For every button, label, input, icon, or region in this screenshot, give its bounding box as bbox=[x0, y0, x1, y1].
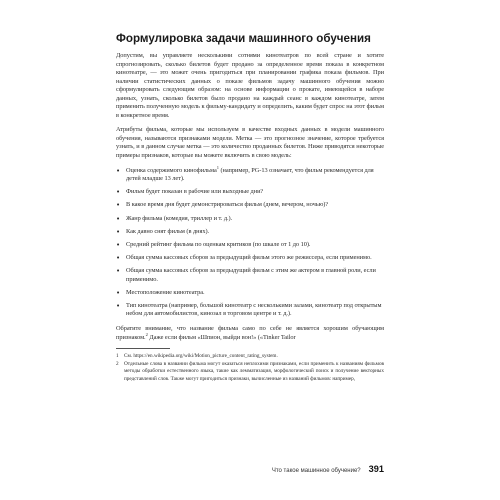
list-item bbox=[116, 289, 384, 298]
section-heading: Формулировка задачи машинного обучения bbox=[116, 32, 371, 45]
list-item bbox=[116, 228, 384, 237]
list-item-text: Жанр фильма (комедия, триллер и т. д.). bbox=[126, 214, 233, 222]
bullet-icon: • bbox=[116, 288, 121, 297]
bullet-icon: • bbox=[116, 227, 121, 236]
list-item-text: Как давно снят фильм (в днях). bbox=[126, 227, 210, 235]
footnote-text: См. https://en.wikipedia.org/wiki/Motion_picture_content_rating_system. bbox=[124, 353, 278, 360]
bullet-icon: • bbox=[116, 166, 121, 175]
bullet-icon: • bbox=[116, 214, 121, 223]
footnote-text: Отдельные слова в названии фильма могут оказаться неплохими признаками, если применить к названиям фильмов методы обработки естественного языка, такие как лемматизация, морфологический поиск и получение векторных представлений слов. Также могут пригодиться признаки, вычисленные из названий фильмов: например, bbox=[124, 360, 384, 382]
list-item bbox=[116, 254, 384, 263]
list-item bbox=[116, 302, 384, 319]
footnotes bbox=[116, 353, 384, 383]
footnote-number: 1 bbox=[116, 353, 119, 360]
bullet-icon: • bbox=[116, 267, 121, 276]
footnote bbox=[116, 361, 384, 383]
bullet-icon: • bbox=[116, 301, 121, 310]
note-paragraph: Обратите внимание, что название фильма само по себе не является хорошим обучающим признаком.$^2$ Даже если фильм «Шпион, выйди вон!» («Tinker Tailor bbox=[116, 325, 384, 341]
page-footer bbox=[116, 464, 384, 474]
list-item-text: Тип кинотеатра (например, большой кинотеатр с несколькими залами, кинотеатр под открытым небом для автомобилистов, кинозал в торговом центре и т. д.). bbox=[126, 301, 382, 318]
footnote-ref: 1 bbox=[216, 164, 219, 170]
footnote-number: 2 bbox=[116, 360, 119, 367]
bullet-icon: • bbox=[116, 188, 121, 197]
list-item-text: Средний рейтинг фильма по оценкам критиков (по шкале от 1 до 10). bbox=[126, 240, 311, 248]
list-item bbox=[116, 241, 384, 250]
footnote bbox=[116, 353, 384, 360]
list-item bbox=[116, 164, 384, 184]
list-item bbox=[116, 188, 384, 197]
bullet-icon: • bbox=[116, 201, 121, 210]
list-item-text: Фильм будет показан в рабочие или выходные дни? bbox=[126, 188, 264, 196]
features-paragraph: Атрибуты фильма, которые мы используем в качестве входных данных в модели машинного обучения, называются признаками модели. Метка — это прогнозное значение, которое требуется узнать, и в данном случае метка — это количество проданных билетов. Ниже приводятся некоторые примеры признаков, которые вы можете включить в свою модель: bbox=[116, 126, 384, 160]
footnote-divider bbox=[116, 348, 170, 349]
list-item-text: Местоположение кинотеатра. bbox=[126, 288, 205, 296]
page-number: 391 bbox=[368, 464, 384, 474]
bullet-icon: • bbox=[116, 240, 121, 249]
list-item-text: Общая сумма кассовых сборов за предыдущий фильм этого же режиссера, если применимо. bbox=[126, 253, 372, 261]
running-title: Что такое машинное обучение? bbox=[271, 468, 361, 474]
list-item bbox=[116, 267, 384, 284]
list-item bbox=[116, 201, 384, 210]
page-content bbox=[116, 32, 384, 383]
footnote-ref: 2 bbox=[145, 331, 148, 337]
feature-list bbox=[116, 164, 384, 319]
intro-paragraph: Допустим, вы управляете несколькими сотнями кинотеатров по всей стране и хотите спрогнозировать, сколько билетов будет продано за определенное время показа в конкретном кинотеатре, — это может очень пригодиться при планировании графика показа фильмов. При наличии статистических данных о показе фильмов задачу машинного обучения можно сформулировать следующим образом: на основе информации о прокате, имеющейся в наборе данных, узнать, сколько билетов было продано на каждый сеанс в каждом кинотеатре, затем применить полученную модель к фильму-кандидату и определить, каким будет спрос на этот фильм в конкретное время. bbox=[116, 52, 384, 119]
bullet-icon: • bbox=[116, 253, 121, 262]
list-item-text: Общая сумма кассовых сборов за предыдущий фильм с этим же актером в главной роли, если применимо. bbox=[126, 267, 376, 283]
list-item bbox=[116, 215, 384, 224]
list-item-text: Оценка содержимого кинофильма$^1$ (например, PG-13 означает, что фильм рекомендуется для детей младше 13 лет). bbox=[126, 164, 374, 183]
list-item-text: В какое время дня будет демонстрироваться фильм (днем, вечером, ночью)? bbox=[126, 201, 329, 209]
